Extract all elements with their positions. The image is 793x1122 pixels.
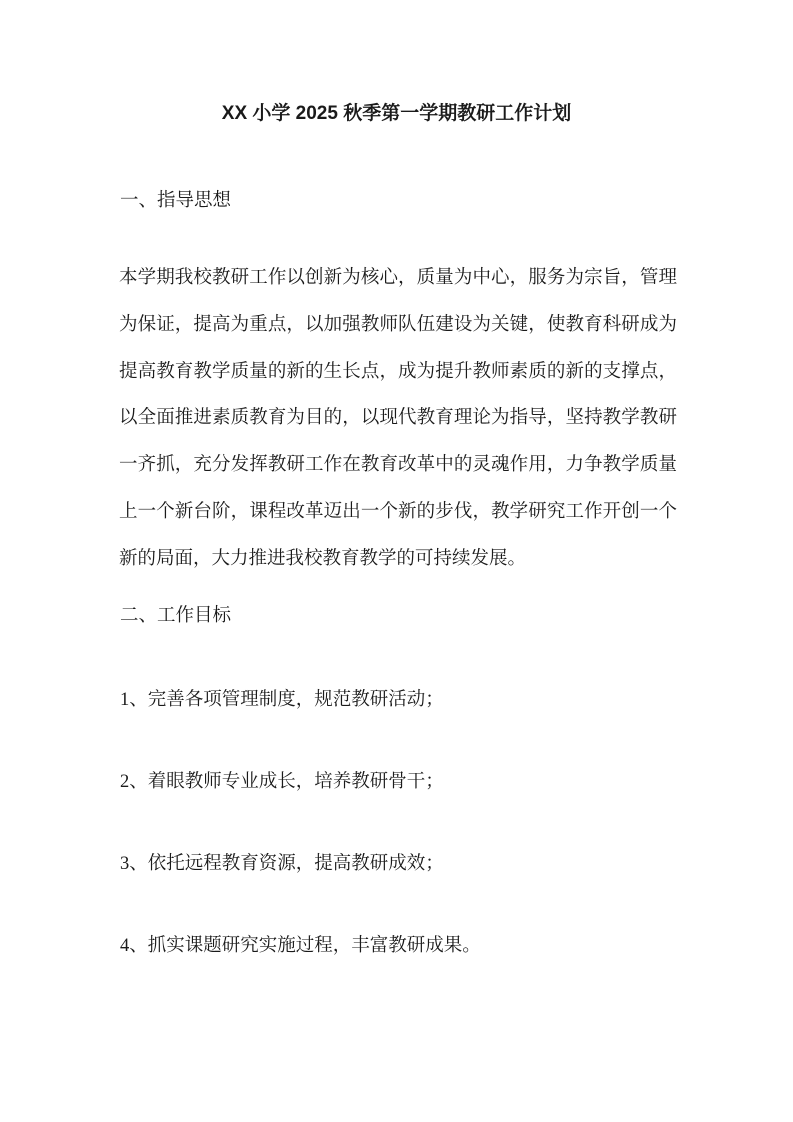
goal-item-2: 2、着眼教师专业成长，培养教研骨干； [120,772,444,792]
guiding-ideology-paragraph: 本学期我校教研工作以创新为核心，质量为中心，服务为宗旨，管理为保证，提高为重点，以加强教师队伍建设为关键，使教育科研成为提高教育教学质量的新的生长点，成为提升教师素质的新的支撑点，以全面推进素质教育为目的，以现代教育理论为指导，坚持教学教研一齐抓，充分发挥教研工作在教育改革中的灵魂作用，力争教学质量上一个新台阶，课程改革迈出一个新的步伐，教学研究工作开创一个新的局面，大力推进我校教育教学的可持续发展。 [119,268,677,569]
document-title: XX 小学 2025 秋季第一学期教研工作计划 [221,103,572,124]
section-heading-work-goals: 二、工作目标 [120,606,232,626]
goal-item-4: 4、抓实课题研究实施过程，丰富教研成果。 [120,936,481,956]
goal-item-1: 1、完善各项管理制度，规范教研活动； [120,690,444,710]
goal-item-3: 3、依托远程教育资源，提高教研成效； [120,854,444,874]
section-heading-guiding-ideology: 一、指导思想 [120,191,232,211]
